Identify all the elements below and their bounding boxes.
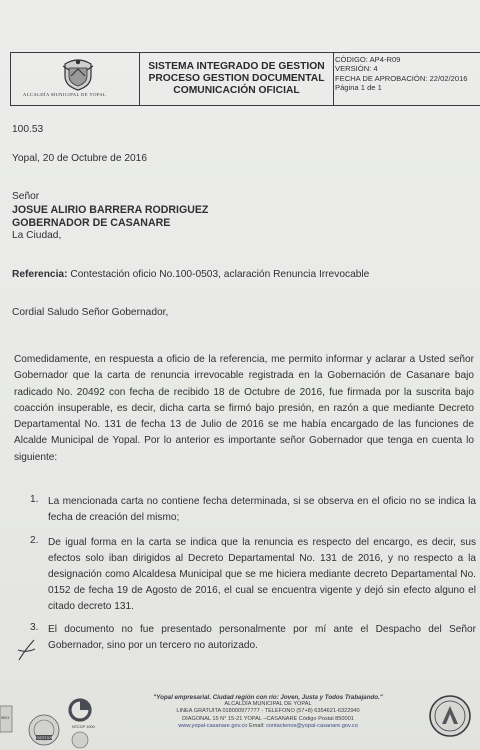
badge-gestion-label: GESTION [36, 736, 54, 740]
recipient-name: JOSUE ALIRIO BARRERA RODRIGUEZ [12, 204, 209, 216]
logo-caption: ALCALDÍA MUNICIPAL DE YOPAL [23, 92, 107, 97]
item-1-number: 1. [30, 494, 39, 505]
iso-9001-badge-icon [0, 706, 12, 732]
footer-slogan: "Yopal empresarial. Ciudad región con río: Joven, Justa y Todos Trabajando." [153, 694, 383, 701]
footer-website-link[interactable]: www.yopal-casanare.gov.co [178, 722, 248, 729]
recipient-city: La Ciudad, [12, 230, 62, 241]
yopal-coat-of-arms-icon [61, 56, 95, 92]
body-paragraph: Comedidamente, en respuesta a oficio de la referencia, me permito informar y aclarar a Usted señor Gobernador que la carta de renuncia irrevocable registrada en la Gobernación de Casanare bajo radicado No. 20492 con fecha de recibido 18 de Octubre de 2016, fue firmada por la suscrita bajo coacción insuperable, es decir, dicha carta se firmó bajo presión, en razón a que mediante Decreto Departamental No. 131 de fecha 13 de Julio de 2016 se me había encargado de las funciones de Alcalde Municipal de Yopal. Por lo anterior es importante señor Gobernador que tenga en cuenta lo siguiente: [14, 354, 474, 463]
footer-line-3: DIAGONAL 15 N° 15-21 YOPAL –CASANARE Código Postal 850001 [182, 715, 354, 722]
municipal-seal-icon [428, 694, 472, 738]
reference-label: Referencia: [12, 269, 68, 280]
badge-ntcgp-label: NTCGP 1000 [72, 725, 95, 729]
footer-email-label: Email: [248, 722, 265, 729]
footer-email-link[interactable]: contactenos@yopal-casanare.gov.co [266, 722, 358, 729]
meta-page: Página 1 de 1 [335, 83, 382, 93]
title-line-3: COMUNICACIÓN OFICIAL [173, 85, 300, 96]
greeting: Cordial Saludo Señor Gobernador, [12, 307, 169, 318]
reference-line [12, 269, 369, 280]
gestion-badge-icon [29, 715, 59, 745]
reference-text: Contestación oficio No.100-0503, aclaración Renuncia Irrevocable [67, 269, 370, 280]
file-number: 100.53 [12, 124, 44, 135]
salutation-title: Señor [12, 191, 40, 202]
logo-cell [11, 53, 140, 105]
footer-line-1: ALCALDÍA MUNICIPAL DE YOPAL [224, 701, 312, 708]
item-2-number: 2. [30, 535, 39, 546]
place-date: Yopal, 20 de Octubre de 2016 [12, 153, 147, 164]
meta-approval-date: FECHA DE APROBACIÓN: 22/02/2016 [335, 73, 468, 83]
handwritten-mark-icon [16, 636, 38, 664]
footer-line-2: LINEA GRATUITA 018000977777 - TELEFONO (57+8) 6354621-6322940 [176, 708, 360, 715]
item-2-text: De igual forma en la carta se indica que la renuncia es respecto del encargo, es decir, sus efectos solo iban dirigidos al Decreto Departamental No. 131 de 2016, y no respecto a la designación como Alcaldesa Municipal que se me hiciera mediante decreto Departamental No. 0152 de fecha 19 de Agosto de 2016, el cual se encuentra vigente y dejó sin efecto alguno el citado decreto 131. [48, 537, 476, 612]
item-1-text: La mencionada carta no contiene fecha determinada, si se observa en el oficio no se indica la fecha de creación del mismo; [48, 496, 476, 523]
badge-9001-label: 9001 [1, 716, 10, 720]
recipient-role: GOBERNADOR DE CASANARE [12, 217, 171, 229]
footer-web-email [118, 723, 418, 730]
meta-version: VERSIÓN: 4 [335, 64, 378, 74]
footer-certification-logos [0, 692, 110, 750]
item-3-number: 3. [30, 622, 39, 633]
ntcgp-1000-badge-icon [70, 700, 95, 748]
header-title [140, 53, 334, 105]
meta-code: CÓDIGO: AP4-R09 [335, 55, 401, 64]
header-meta [335, 55, 480, 93]
title-line-1: SISTEMA INTEGRADO DE GESTION [148, 61, 325, 72]
footer-contact [118, 694, 418, 730]
item-3-text: El documento no fue presentado personalmente por mí ante el Despacho del Señor Gobernador, sino por un tercero no autorizado. [48, 624, 476, 651]
document-header [10, 52, 480, 106]
title-line-2: PROCESO GESTION DOCUMENTAL [148, 73, 325, 84]
